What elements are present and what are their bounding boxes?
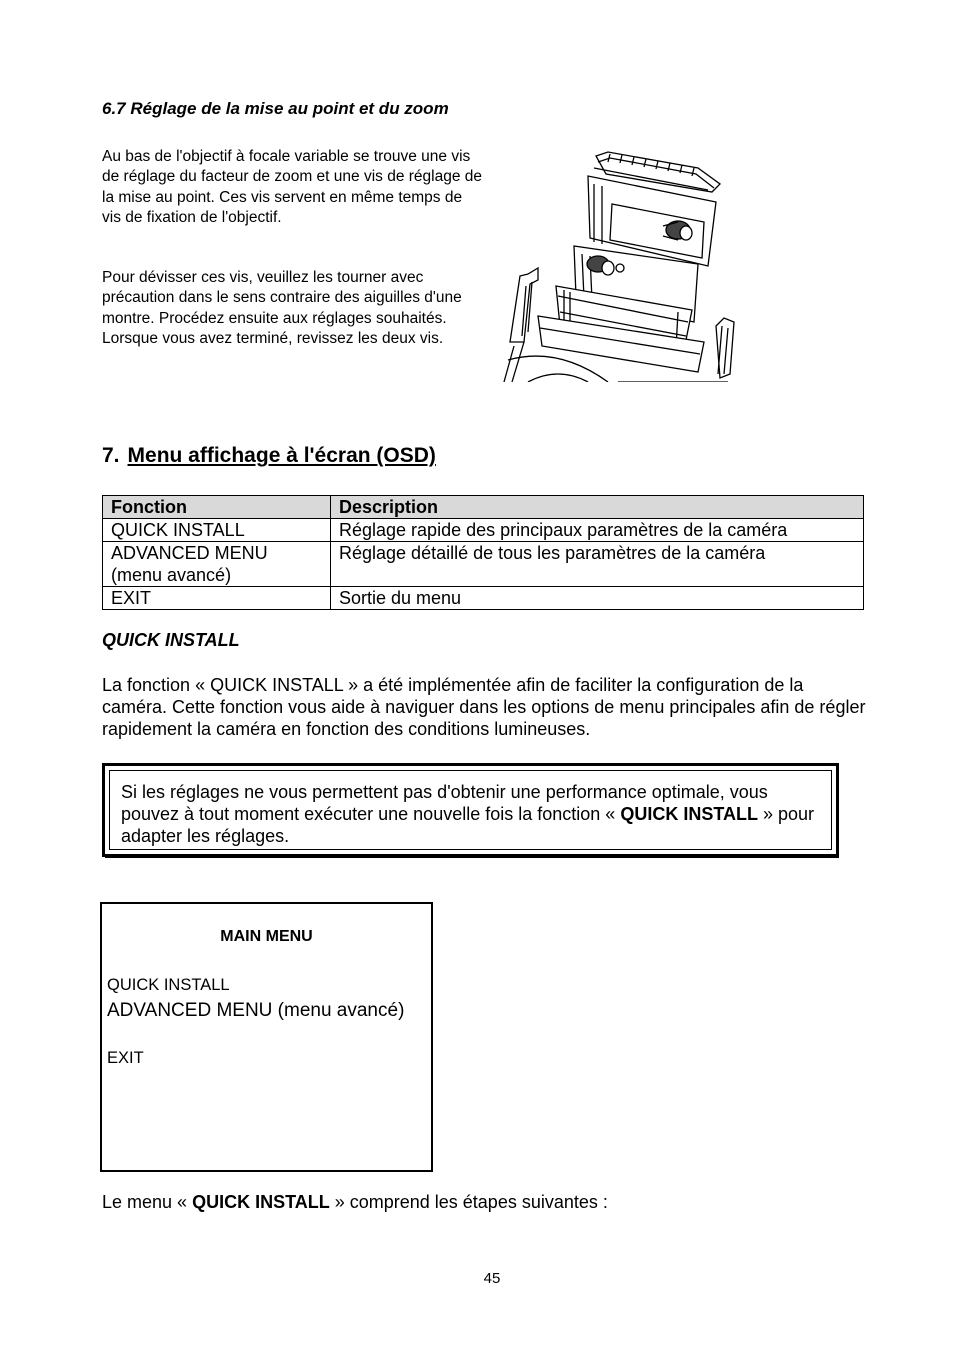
note-box bbox=[102, 763, 839, 857]
main-menu-screen bbox=[100, 902, 433, 1172]
osd-functions-table bbox=[102, 495, 864, 610]
table-row bbox=[103, 587, 864, 610]
table-cell-description: Réglage rapide des principaux paramètres de la caméra bbox=[331, 519, 864, 542]
main-menu-title: MAIN MENU bbox=[220, 928, 313, 945]
section-title: Menu affichage à l'écran (OSD) bbox=[127, 444, 436, 467]
note-text-part: » pour adapter les réglages. bbox=[121, 804, 815, 846]
menu-item-exit: EXIT bbox=[107, 1049, 144, 1067]
section-heading-osd bbox=[102, 444, 436, 468]
focus-zoom-paragraph-1: Au bas de l'objectif à focale variable se trouve une vis de réglage du facteur de zoom et une vis de réglage de la mise au point. Ces vis servent en même temps de vis de fixation de l'objectif. bbox=[102, 148, 483, 226]
table-header-row bbox=[103, 496, 864, 519]
table-cell-function: QUICK INSTALL bbox=[103, 519, 331, 542]
quick-install-heading: QUICK INSTALL bbox=[102, 630, 240, 650]
section-number: 7. bbox=[102, 444, 120, 467]
focus-zoom-paragraph-2: Pour dévisser ces vis, veuillez les tourner avec précaution dans le sens contraire des aiguilles d'une montre. Procédez ensuite aux réglages souhaités. Lorsque vous avez terminé, revissez les deux vis. bbox=[102, 269, 462, 347]
note-text bbox=[121, 781, 821, 847]
table-cell-function: EXIT bbox=[103, 587, 331, 610]
note-text-bold: QUICK INSTALL bbox=[620, 804, 758, 824]
menu-item-advanced-menu: ADVANCED MENU (menu avancé) bbox=[107, 1000, 405, 1021]
quick-install-steps-intro bbox=[102, 1192, 608, 1213]
column-header-fonction: Fonction bbox=[103, 496, 331, 519]
column-header-description: Description bbox=[331, 496, 864, 519]
page-number: 45 bbox=[483, 1270, 501, 1287]
note-text-part: Si les réglages ne vous permettent pas d'obtenir une performance optimale, vous pouvez à tout moment exécuter une nouvelle fois la fonction « bbox=[121, 782, 768, 824]
table-row bbox=[103, 519, 864, 542]
steps-text-bold: QUICK INSTALL bbox=[192, 1192, 330, 1212]
steps-text-part: Le menu « bbox=[102, 1192, 193, 1212]
section-title-6-7: 6.7 Réglage de la mise au point et du zoom bbox=[102, 99, 449, 118]
note-box-inner-border bbox=[109, 770, 832, 850]
varifocal-lens-illustration bbox=[498, 146, 748, 382]
menu-item-quick-install: QUICK INSTALL bbox=[107, 976, 230, 994]
steps-text-part: » comprend les étapes suivantes : bbox=[329, 1192, 608, 1212]
table-cell-description: Réglage détaillé de tous les paramètres de la caméra bbox=[331, 542, 864, 587]
table-cell-function: ADVANCED MENU (menu avancé) bbox=[103, 542, 331, 587]
table-cell-description: Sortie du menu bbox=[331, 587, 864, 610]
quick-install-paragraph: La fonction « QUICK INSTALL » a été implémentée afin de faciliter la configuration de la caméra. Cette fonction vous aide à naviguer dans les options de menu principales afin de régler rapidement la caméra en fonction des conditions lumineuses. bbox=[102, 675, 866, 739]
table-row bbox=[103, 542, 864, 587]
